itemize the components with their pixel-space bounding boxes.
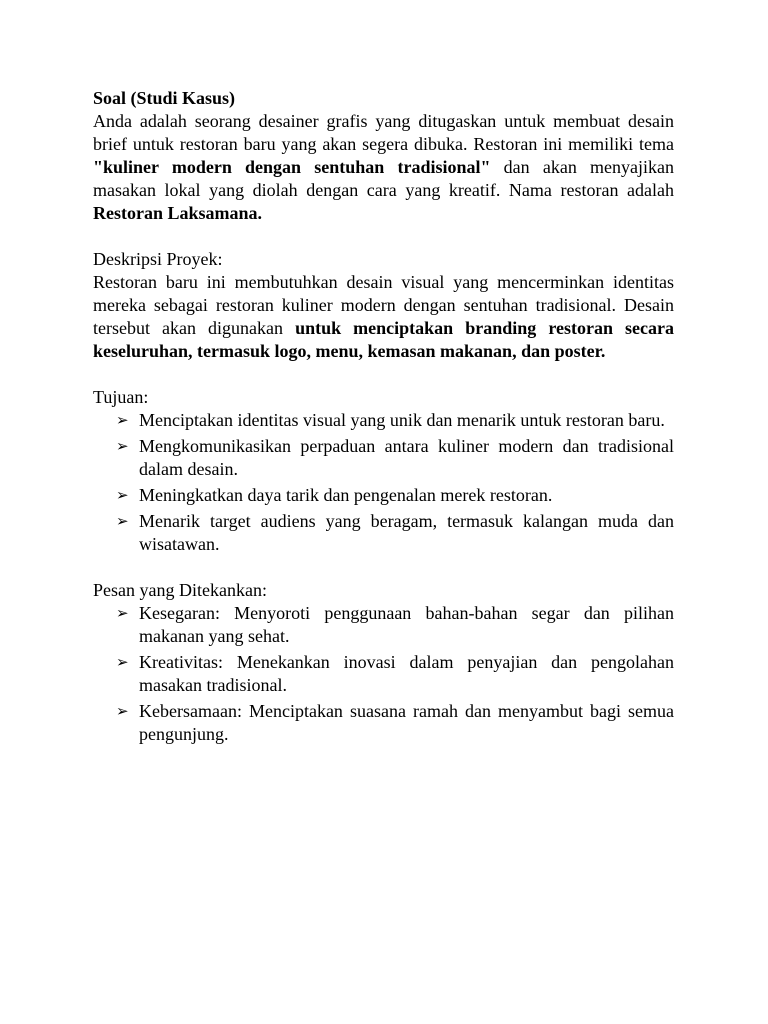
arrowhead-bullet-icon: ➢ — [116, 437, 129, 455]
deskripsi-text-1: Restoran baru ini membutuhkan desain visual yang mencerminkan identitas mereka sebagai restoran kuliner modern dengan sentuhan tradisional. Desain tersebut akan digunakan — [93, 272, 674, 338]
list-item-text: Menciptakan identitas visual yang unik dan menarik untuk restoran baru. — [139, 410, 665, 430]
intro-paragraph — [93, 110, 674, 225]
list-item — [93, 510, 674, 556]
tujuan-heading: Tujuan: — [93, 387, 149, 407]
deskripsi-paragraph — [93, 271, 674, 363]
arrowhead-bullet-icon: ➢ — [116, 653, 129, 671]
spacer — [93, 559, 674, 579]
restaurant-name-bold: Restoran Laksamana. — [93, 203, 263, 223]
list-item-text: Mengkomunikasikan perpaduan antara kuliner modern dan tradisional dalam desain. — [139, 436, 674, 479]
deskripsi-bold: untuk menciptakan branding restoran secara keseluruhan, termasuk logo, menu, kemasan makanan, dan poster. — [93, 318, 674, 361]
arrowhead-bullet-icon: ➢ — [116, 486, 129, 504]
spacer — [93, 363, 674, 386]
document-title: Soal (Studi Kasus) — [93, 88, 236, 108]
list-item — [93, 602, 674, 648]
list-item — [93, 651, 674, 697]
arrowhead-bullet-icon: ➢ — [116, 411, 129, 429]
arrowhead-bullet-icon: ➢ — [116, 702, 129, 720]
list-item — [93, 484, 674, 507]
intro-theme-bold: "kuliner modern dengan sentuhan tradisional" — [93, 157, 491, 177]
list-item-text: Menarik target audiens yang beragam, termasuk kalangan muda dan wisatawan. — [139, 511, 674, 554]
list-item — [93, 435, 674, 481]
list-item — [93, 700, 674, 746]
intro-text-1: Anda adalah seorang desainer grafis yang ditugaskan untuk membuat desain brief untuk restoran baru yang akan segera dibuka. Restoran ini memiliki tema — [93, 111, 674, 154]
list-item-text: Meningkatkan daya tarik dan pengenalan merek restoran. — [139, 485, 553, 505]
intro-text-2: dan akan menyajikan masakan lokal yang diolah dengan cara yang kreatif. Nama restoran adalah — [93, 157, 674, 200]
pesan-heading: Pesan yang Ditekankan: — [93, 580, 267, 600]
pesan-list — [93, 602, 674, 746]
spacer — [93, 225, 674, 248]
list-item — [93, 409, 674, 432]
document-page — [93, 87, 674, 749]
arrowhead-bullet-icon: ➢ — [116, 512, 129, 530]
list-item-text: Kreativitas: Menekankan inovasi dalam penyajian dan pengolahan masakan tradisional. — [139, 652, 674, 695]
arrowhead-bullet-icon: ➢ — [116, 604, 129, 622]
list-item-text: Kebersamaan: Menciptakan suasana ramah dan menyambut bagi semua pengunjung. — [139, 701, 674, 744]
list-item-text: Kesegaran: Menyoroti penggunaan bahan-bahan segar dan pilihan makanan yang sehat. — [139, 603, 674, 646]
deskripsi-heading: Deskripsi Proyek: — [93, 249, 223, 269]
tujuan-list — [93, 409, 674, 556]
